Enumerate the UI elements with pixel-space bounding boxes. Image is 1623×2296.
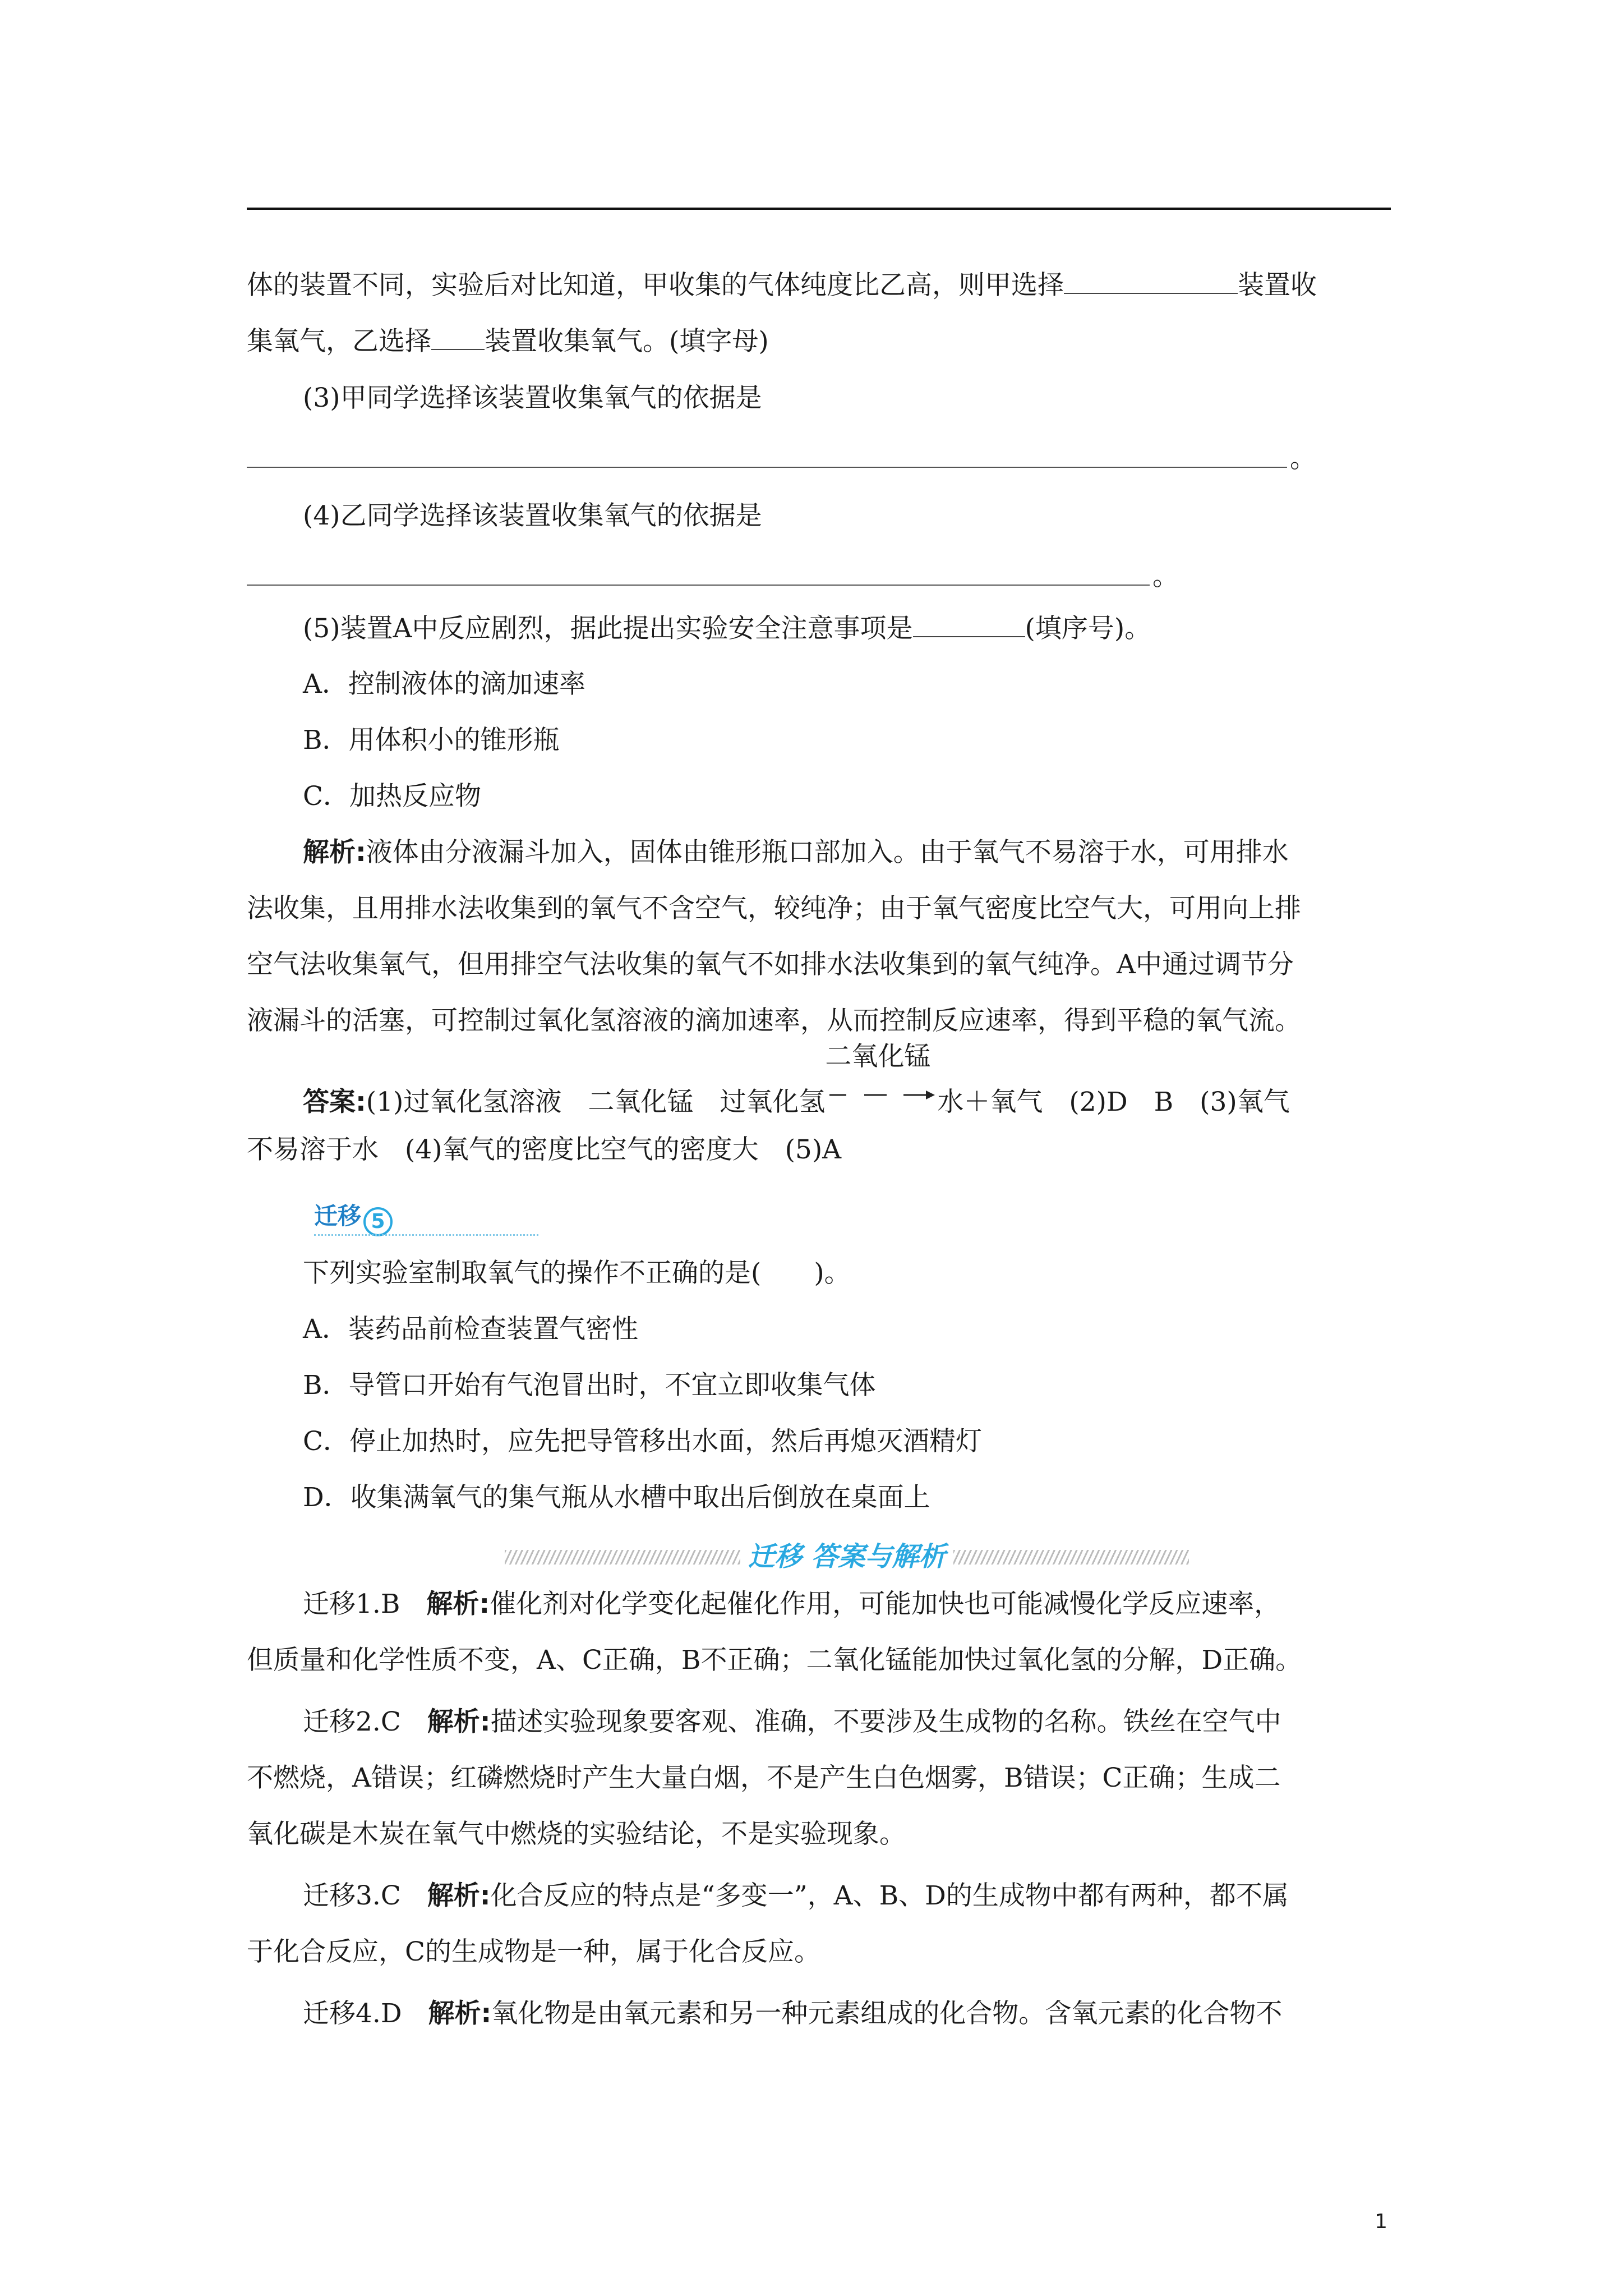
answer-2-line-2: 不燃烧，A错误；红磷燃烧时产生大量白烟，不是产生白色烟雾，B错误；C正确；生成二: [247, 1763, 1281, 1793]
answer-1-line-2: 但质量和化学性质不变，A、C正确，B不正确；二氧化锰能加快过氧化氢的分解，D正确。: [247, 1645, 1302, 1676]
option-b: B．导管口开始有气泡冒出时，不宜立即收集气体: [303, 1370, 876, 1401]
question-5: [303, 611, 1151, 646]
option-b: B．用体积小的锥形瓶: [303, 725, 560, 756]
analysis-line-3: 空气法收集氧气，但用排空气法收集的氧气不如排水法收集到的氧气纯净。A中通过调节分: [247, 949, 1294, 980]
text: (填序号)。: [1025, 613, 1151, 644]
banner-hatch-right: [953, 1550, 1189, 1565]
text: 装置收: [1238, 270, 1317, 301]
analysis-label: 解析:: [427, 1706, 491, 1737]
analysis-line-2: 法收集，且用排水法收集到的氧气不含空气，较纯净；由于氧气密度比空气大，可用向上排: [247, 893, 1301, 924]
blank-1: [1064, 268, 1238, 294]
answers-banner: [505, 1540, 1189, 1573]
text: (5)装置A中反应剧烈，据此提出实验安全注意事项是: [303, 613, 913, 644]
reaction-arrow: [825, 1041, 937, 1111]
page-number: 1: [1375, 2210, 1387, 2233]
analysis-label: 解析:: [303, 837, 366, 868]
option-a: A．装药品前检查装置气密性: [303, 1314, 638, 1345]
answer-1-line-1: [303, 1588, 1280, 1621]
option-c: C．加热反应物: [303, 781, 481, 812]
qianyi-dotted-rule: [314, 1234, 538, 1236]
qianyi-label: 迁移: [314, 1202, 362, 1230]
header-rule: [247, 208, 1391, 210]
question-line-2: [247, 324, 769, 358]
option-c: C．停止加热时，应先把导管移出水面，然后再熄灭酒精灯: [303, 1426, 982, 1457]
question-3: (3)甲同学选择该装置收集氧气的依据是: [303, 383, 762, 413]
answer-3-line-2: 于化合反应，C的生成物是一种，属于化合反应。: [247, 1936, 820, 1967]
text: 迁移2.C: [303, 1706, 427, 1737]
text: 集氧气，乙选择: [247, 326, 431, 357]
text: 体的装置不同，实验后对比知道，甲收集的气体纯度比乙高，则甲选择: [247, 270, 1064, 301]
answer-line-4: [247, 585, 1150, 586]
answer-4-line-1: [303, 1997, 1282, 2031]
blank-2: [431, 324, 485, 350]
text: 催化剂对化学变化起催化作用，可能加快也可能减慢化学反应速率，: [490, 1589, 1281, 1619]
answer-3-line-1: [303, 1879, 1289, 1913]
text: 氧化物是由氧元素和另一种元素组成的化合物。含氧元素的化合物不: [491, 1998, 1283, 2029]
answer-2-line-1: [303, 1705, 1281, 1739]
text: 描述实验现象要客观、准确，不要涉及生成物的名称。铁丝在空气中: [490, 1706, 1281, 1737]
answer-2-line-3: 氧化碳是木炭在氧气中燃烧的实验结论，不是实验现象。: [247, 1819, 906, 1849]
arrow-icon: [825, 1083, 937, 1105]
text: 化合反应的特点是“多变一”，A、B、D的生成物中都有两种，都不属: [490, 1880, 1289, 1911]
analysis-label: 解析:: [427, 1880, 491, 1911]
banner-hatch-left: [505, 1550, 740, 1565]
answer-line-2: 不易溶于水 (4)氧气的密度比空气的密度大 (5)A: [247, 1134, 842, 1165]
analysis-label: 解析:: [428, 1998, 492, 2029]
text: 液体由分液漏斗加入，固体由锥形瓶口部加入。由于氧气不易溶于水，可用排水: [366, 837, 1289, 868]
text: 装置收集氧气。(填字母): [485, 326, 769, 357]
blank-5: [913, 611, 1025, 637]
option-d: D．收集满氧气的集气瓶从水槽中取出后倒放在桌面上: [303, 1482, 930, 1513]
question-4: (4)乙同学选择该装置收集氧气的依据是: [303, 500, 762, 531]
qianyi-heading: [314, 1198, 393, 1236]
text: 水＋氧气 (2)D B (3)氧气: [937, 1087, 1290, 1117]
question-stem: 下列实验室制取氧气的操作不正确的是( )。: [303, 1258, 851, 1289]
qianyi-number: 5: [363, 1207, 393, 1236]
analysis-line-4: 液漏斗的活塞，可控制过氧化氢溶液的滴加速率，从而控制反应速率，得到平稳的氧气流。: [247, 1005, 1301, 1036]
text: (1)过氧化氢溶液 二氧化锰 过氧化氢: [366, 1087, 826, 1117]
answer-label: 答案:: [303, 1087, 366, 1117]
answer-line-3: [247, 467, 1287, 468]
catalyst-label: 二氧化锰: [825, 1041, 931, 1072]
analysis-line-1: [303, 836, 1289, 869]
q4-end: 。: [1152, 561, 1179, 592]
text: 迁移4.D: [303, 1998, 428, 2029]
answer-line-1: [303, 1041, 1290, 1119]
option-a: A．控制液体的滴加速率: [303, 669, 585, 700]
banner-title: 迁移 答案与解析: [748, 1541, 946, 1572]
text: 迁移1.B: [303, 1589, 427, 1619]
text: 迁移3.C: [303, 1880, 427, 1911]
q3-end: 。: [1290, 443, 1316, 474]
analysis-label: 解析:: [426, 1589, 490, 1619]
question-line-1: [247, 268, 1317, 302]
